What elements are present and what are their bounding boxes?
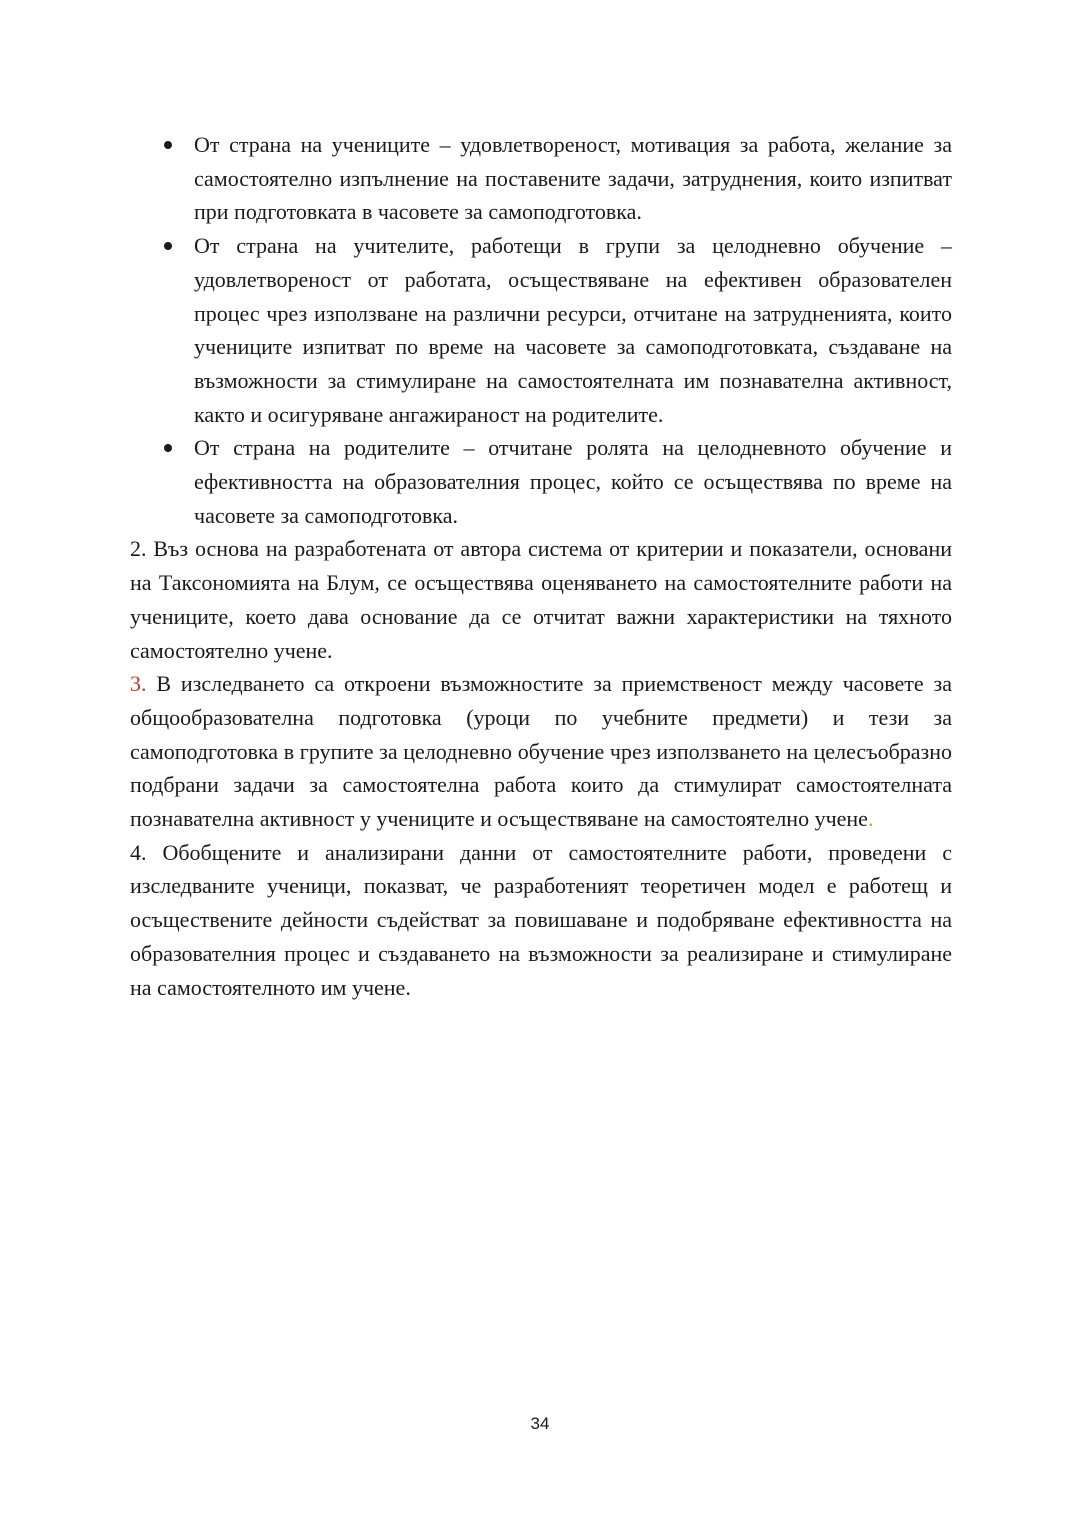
page-number: 34 (530, 1414, 550, 1433)
bullet-item-students (130, 128, 952, 229)
paragraph-3-end: . (867, 806, 874, 832)
bullet-icon (164, 141, 172, 149)
paragraph-3-number: 3. (130, 671, 147, 697)
bullet-icon (164, 444, 172, 452)
bullet-list (130, 128, 952, 532)
document-body (130, 128, 952, 1004)
bullet-icon (164, 242, 172, 250)
paragraph-3 (130, 667, 952, 836)
bullet-item-teachers (130, 229, 952, 431)
bullet-text: От страна на родителите – отчитане ролята на целодневното обучение и ефективността на образователния процес, който се осъществява по време на часовете за самоподготовка. (194, 435, 952, 528)
paragraph-4: 4. Обобщените и анализирани данни от самостоятелните работи, проведени с изследваните ученици, показват, че разработеният теоретичен модел е работещ и осъществените дейности съдействат за повишаване и подобряване ефективността на образователния процес и създаването на възможности за реализиране и стимулиране на самостоятелното им учене. (130, 839, 952, 1000)
paragraph-2: 2. Въз основа на разработената от автора система от критерии и показатели, основани на Таксономията на Блум, се осъществява оценяването на самостоятелните работи на учениците, което дава основание да се отчитат важни характеристики на тяхното самостоятелно учене. (130, 536, 952, 663)
paragraph-3-body: В изследването са откроени възможностите за приемственост между часовете за общообразователна подготовка (уроци по учебните предмети) и тези за самоподготовка в групите за целодневно обучение чрез използването на целесъобразно подбрани задачи за самостоятелна работа които да стимулират самостоятелната познавателна активност у учениците и осъществяване на самостоятелно учене (130, 671, 952, 832)
bullet-text: От страна на учителите, работещи в групи за целодневно обучение – удовлетвореност от работата, осъществяване на ефективен образователен процес чрез използване на различни ресурси, отчитане на затрудненията, които учениците изпитват по време на часовете за самоподготовката, създаване на възможности за стимулиране на самостоятелната им познавателна активност, както и осигуряване ангажираност на родителите. (194, 233, 952, 427)
bullet-text: От страна на учениците – удовлетвореност, мотивация за работа, желание за самостоятелно изпълнение на поставените задачи, затруднения, които изпитват при подготовката в часовете за самоподготовка. (194, 132, 952, 225)
bullet-item-parents (130, 431, 952, 532)
